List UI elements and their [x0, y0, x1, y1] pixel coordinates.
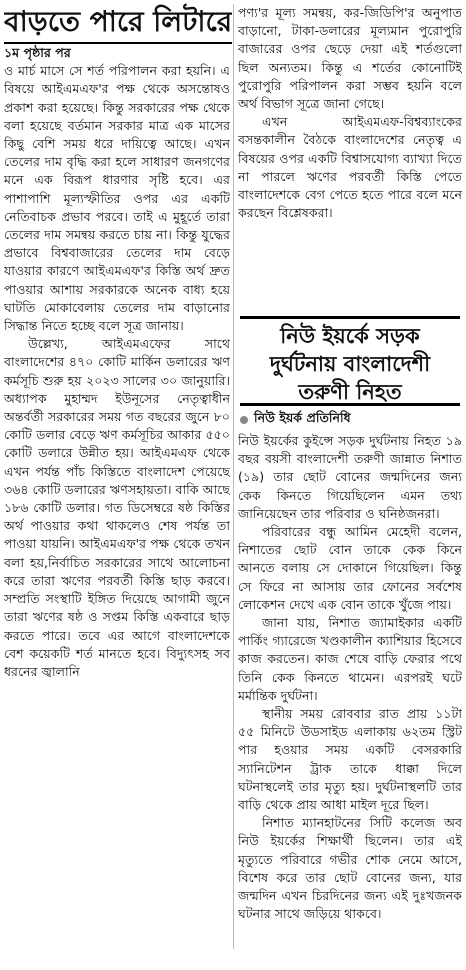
- main-story-left-column: [4, 44, 230, 950]
- main-story-right-column: [238, 4, 462, 314]
- main-headline: বাড়তে পারে লিটারে: [4, 2, 232, 44]
- byline: [240, 410, 460, 430]
- story-paragraph: নিশাত ম্যানহাটনের সিটি কলেজ অব নিউ ইয়র্কের শিক্ষার্থী ছিলেন। তার এই মৃত্যুতে পরিবারে গভীর শোক নেমে আসে, বিশেষ করে তার ছোট বোনের জন্য, যার জন্মদিন এখন চিরদিনের জন্য এই দুঃখজনক ঘটনার সাথে জড়িয়ে থাকবে।: [238, 815, 462, 922]
- story-paragraph: উল্লেখ্য, আইএমএফের সাথে বাংলাদেশের ৪৭০ কোটি মার্কিন ডলারের ঋণ কর্মসূচি শুরু হয় ২০২৩ সালের ৩০ জানুয়ারি। অধ্যাপক মুহাম্মদ ইউনূসের নেতৃত্বাধীন অন্তর্বর্তী সরকারের সময় গত বছরের জুনে ৮০ কোটি ডলার বেড়ে ঋণ কর্মসূচির আকার ৫৫০ কোটি ডলারে উন্নীত হয়। আইএমএফ থেকে এখন পর্যন্ত পাঁচ কিস্তিতে বাংলাদেশ পেয়েছে ৩৬৪ কোটি ডলারের ঋণসহায়তা। বাকি আছে ১৮৬ কোটি ডলার। গত ডিসেম্বরে ষষ্ঠ কিস্তির অর্থ পাওয়ার কথা থাকলেও শেষ পর্যন্ত তা পাওয়া যায়নি। আইএমএফ'র পক্ষ থেকে তখন বলা হয়,নির্বাচিত সরকারের সাথে আলোচনা করে তারা ঋণের পরবর্তী কিস্তি ছাড় করবে। সম্প্রতি সংস্থাটি ইঙ্গিত দিয়েছে আগামী জুনে তারা ঋণের ষষ্ঠ ও সপ্তম কিস্তি একবারে ছাড় করতে পারে। তবে এর আগে বাংলাদেশকে বেশ কয়েকটি শর্ত মানতে হবে। বিদ্যুৎসহ সব ধরনের জ্বালানি: [4, 336, 230, 679]
- byline-text: নিউ ইয়র্ক প্রতিনিধি: [254, 410, 351, 425]
- headline-line: তরুণী নিহত: [298, 379, 402, 404]
- story-paragraph: পণ্য'র মূল্য সমন্বয়, কর-জিডিপি'র অনুপাত বাড়ানো, টাকা-ডলারের মূল্যমান পুরোপুরি বাজারের ওপর ছেড়ে দেয়া এই শর্তগুলো ছিল অন্যতম। কিন্তু এ শর্তের কোনোটিই পুরোপুরি পরিপালন করা সম্ভব হয়নি বলে অর্থ বিভাগ সূত্রে জানা গেছে।: [238, 5, 462, 112]
- bullet-icon: [240, 416, 248, 424]
- jump-note: ১ম পৃষ্ঠার পর: [4, 45, 71, 60]
- story-paragraph: এখন আইএমএফ-বিশ্বব্যাংকের বসন্তকালীন বৈঠকে বাংলাদেশের নেতৃত্ব এ বিষয়ের ওপর একটি বিশ্বাসযোগ্য ব্যাখ্যা দিতে না পারলে ঋণের পরবর্তী কিস্তি পেতে বাংলাদেশকে বেগ পেতে হতে পারে বলে মনে করছেন বিশ্লেষকরা।: [238, 114, 462, 221]
- story-paragraph: নিউ ইয়র্কের কুইন্সে সড়ক দুর্ঘটনায় নিহত ১৯ বছর বয়সী বাংলাদেশী তরুণী জান্নাত নিশাত (১৯) তার ছোট বোনের জন্মদিনের জন্য কেক কিনতে গিয়েছিলেন এমন তথ্য জানিয়েছেন তার পরিবার ও ঘনিষ্ঠজনরা।: [238, 433, 462, 521]
- story-paragraph: জানা যায়, নিশাত জ্যামাইকার একটি পার্কিং গ্যারেজে খণ্ডকালীন ক্যাশিয়ার হিসেবে কাজ করতেন। কাজ শেষে বাড়ি ফেরার পথে তিনি কেক কিনতে থামেন। এরপরই ঘটে মর্মান্তিক দুর্ঘটনা।: [238, 615, 462, 703]
- story-paragraph: ও মার্চ মাসে সে শর্ত পরিপালন করা হয়নি। এ বিষয়ে আইএমএফ'র পক্ষ থেকে অসন্তোষও প্রকাশ করা হয়েছে। কিন্তু সরকারের পক্ষ থেকে বলা হয়েছে বর্তমান সরকার মাত্র এক মাসের কিছু বেশি সময় ধরে দায়িত্বে আছে। এখন তেলের দাম বৃদ্ধি করা হলে সাধারণ জনগণের মনে এক বিরূপ ধারণার সৃষ্টি হবে। এর পাশাপাশি মূল্যস্ফীতির ওপর এর একটি নেতিবাচক প্রভাব পরবে। তাই এ মুহূর্তে তারা তেলের দাম সমন্বয় করতে চায় না। কিন্তু যুদ্ধের প্রভাবে বিশ্ববাজারের তেলের দাম বেড়ে যাওয়ার কারণে আইএমএফ'র কিস্তি অর্থ দ্রুত পাওয়ার আশায় সরকারকে অনেক বাধ্য হয়ে ঘাটতি মোকাবেলায় তেলের দাম বাড়ানোর সিদ্ধান্ত নিতে হচ্ছে বলে সূত্র জানায়।: [4, 63, 230, 334]
- column-divider: [233, 4, 234, 949]
- second-story-headline: [240, 316, 460, 406]
- headline-line: দুর্ঘটনায় বাংলাদেশী: [269, 351, 431, 376]
- story-paragraph: পরিবারের বন্ধু আমিন মেহেদী বলেন, নিশাতের ছোট বোন তাকে কেক কিনে আনতে বলায় সে দোকানে গিয়েছিল। কিন্তু সে ফিরে না আসায় তার ফোনের সর্বশেষ লোকেশন দেখে এক বোন তাকে খুঁজে পায়।: [238, 524, 462, 612]
- headline-line: নিউ ইয়র্কে সড়ক: [280, 323, 420, 348]
- story-paragraph: স্থানীয় সময় রোববার রাত প্রায় ১১টা ৫৫ মিনিটে উডসাইড এলাকায় ৬২তম স্ট্রিট পার হওয়ার সময় একটি বেসরকারি স্যানিটেশন ট্রাক তাকে ধাক্কা দিলে ঘটনাস্থলেই তার মৃত্যু হয়। দুর্ঘটনাস্থলটি তার বাড়ি থেকে প্রায় আধা মাইল দূরে ছিল।: [238, 706, 462, 813]
- second-story-body: [238, 432, 462, 970]
